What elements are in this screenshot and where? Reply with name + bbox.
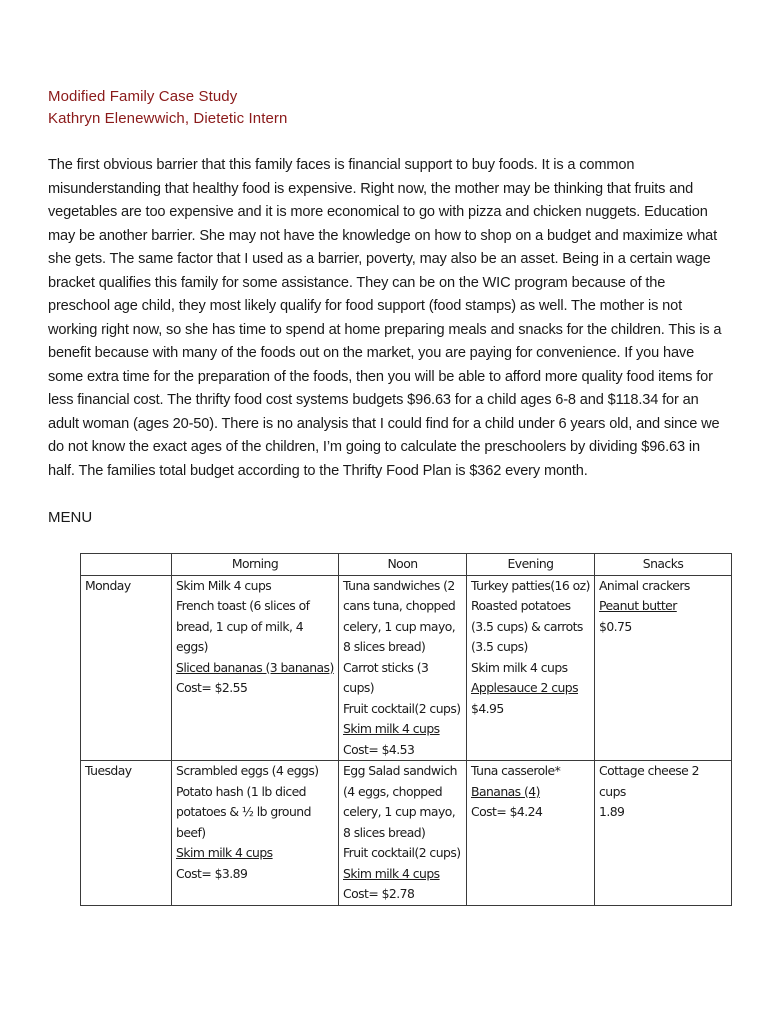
body-paragraph-block bbox=[48, 154, 724, 483]
menu-item: Fruit cocktail(2 cups) bbox=[343, 845, 461, 860]
menu-item: Skim milk 4 cups bbox=[471, 659, 568, 675]
menu-cell-morning bbox=[172, 575, 339, 761]
menu-item: Applesauce 2 cups bbox=[471, 680, 579, 695]
menu-item: Cost= $3.89 bbox=[176, 865, 248, 881]
document-author: Kathryn Elenewwich, Dietetic Intern bbox=[48, 110, 288, 127]
menu-item: Cost= $4.53 bbox=[343, 741, 415, 757]
menu-item: Egg Salad sandwich (4 eggs, chopped celery, 1 cup mayo, 8 slices bread) bbox=[343, 763, 457, 840]
menu-header-noon: Noon bbox=[339, 554, 467, 576]
menu-day-cell: Monday bbox=[81, 575, 172, 761]
menu-item: Potato hash (1 lb diced potatoes & ½ lb ground beef) bbox=[176, 783, 311, 840]
menu-item: Cost= $2.55 bbox=[176, 680, 248, 695]
menu-row-tuesday bbox=[81, 761, 732, 906]
menu-item: Fruit cocktail(2 cups) bbox=[343, 700, 461, 716]
menu-day-cell: Tuesday bbox=[81, 761, 172, 906]
menu-cell-noon bbox=[339, 575, 467, 761]
menu-header-snacks: Snacks bbox=[595, 554, 732, 576]
menu-item: $0.75 bbox=[599, 618, 632, 634]
menu-item: Turkey patties(16 oz) bbox=[471, 577, 590, 593]
menu-item: Sliced bananas (3 bananas) bbox=[176, 659, 334, 675]
menu-item: French toast (6 slices of bread, 1 cup of milk, 4 eggs) bbox=[176, 598, 310, 654]
menu-table-body bbox=[81, 575, 732, 905]
menu-cell-evening bbox=[467, 575, 595, 761]
menu-header-morning: Morning bbox=[172, 554, 339, 576]
menu-header-day bbox=[81, 554, 172, 576]
menu-heading: MENU bbox=[48, 509, 93, 526]
menu-item: Skim Milk 4 cups bbox=[176, 577, 272, 593]
menu-header-row bbox=[81, 554, 732, 576]
menu-item: Cost= $4.24 bbox=[471, 804, 543, 819]
menu-item: Scrambled eggs (4 eggs) bbox=[176, 763, 319, 778]
menu-item: Tuna casserole* bbox=[471, 763, 561, 778]
menu-item: Skim milk 4 cups bbox=[176, 845, 273, 860]
menu-cell-snacks bbox=[595, 575, 732, 761]
menu-item: Cost= $2.78 bbox=[343, 886, 415, 901]
menu-header-evening: Evening bbox=[467, 554, 595, 576]
menu-cell-evening bbox=[467, 761, 595, 906]
menu-table bbox=[80, 553, 732, 906]
menu-item: Skim milk 4 cups bbox=[343, 865, 440, 881]
menu-cell-snacks bbox=[595, 761, 732, 906]
menu-item: Skim milk 4 cups bbox=[343, 721, 440, 736]
document-title: Modified Family Case Study bbox=[48, 88, 238, 105]
menu-item: Carrot sticks (3 cups) bbox=[343, 659, 429, 695]
menu-item: 1.89 bbox=[599, 804, 625, 819]
menu-item: Roasted potatoes (3.5 cups) & carrots (3.5 cups) bbox=[471, 598, 583, 654]
menu-cell-noon bbox=[339, 761, 467, 906]
menu-row-monday bbox=[81, 575, 732, 761]
menu-item: Tuna sandwiches (2 cans tuna, chopped celery, 1 cup mayo, 8 slices bread) bbox=[343, 577, 456, 654]
menu-item: $4.95 bbox=[471, 700, 504, 716]
menu-item: Peanut butter bbox=[599, 598, 677, 613]
title-block bbox=[48, 86, 287, 130]
menu-item: Cottage cheese 2 cups bbox=[599, 763, 699, 799]
body-paragraph: The first obvious barrier that this family faces is financial support to buy foods. It is a common misunderstanding that healthy food is expensive. Right now, the mother may be thinking that fruits and vegetables are too expensive and it is more economical to go with pizza and chicken nuggets. Education may be another barrier. She may not have the knowledge on how to shop on a budget and maximize what she gets. The same factor that I used as a barrier, poverty, may also be an asset. Being in a certain wage bracket qualifies this family for some assistance. They can be on the WIC program because of the preschool age child, they most likely qualify for food support (food stamps) as well. The mother is not working right now, so she has time to spend at home preparing meals and snacks for the children. This is a benefit because with many of the foods out on the market, you are paying for convenience. If you have some extra time for the preparation of the foods, then you will be able to afford more quality food items for less financial cost. The thrifty food cost systems budgets $96.63 for a child ages 6-8 and $118.34 for an adult woman (ages 20-50). There is no analysis that I could find for a child under 6 years old, and since we do not know the exact ages of the children, I’m going to calculate the preschoolers by dividing $96.63 in half. The families total budget according to the Thrifty Food Plan is $362 every month. bbox=[48, 157, 722, 479]
menu-item: Animal crackers bbox=[599, 577, 690, 593]
menu-item: Bananas (4) bbox=[471, 783, 540, 799]
menu-cell-morning bbox=[172, 761, 339, 906]
